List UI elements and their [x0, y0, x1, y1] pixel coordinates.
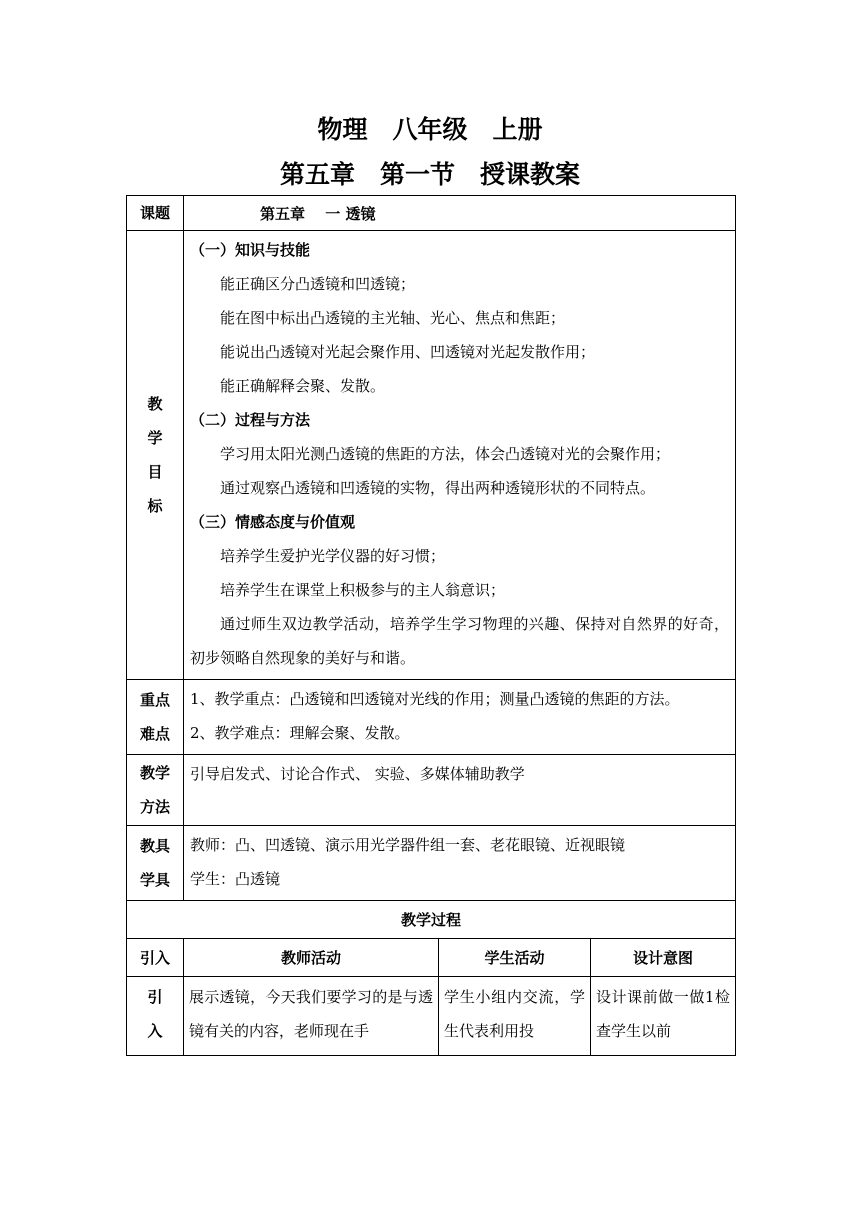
process-header-row	[127, 939, 736, 977]
objectives-label-char: 标	[147, 497, 163, 515]
tools-label	[127, 826, 184, 901]
method-label-line: 教学	[139, 764, 170, 782]
process-design-intent: 设计课前做一做1检查学生以前	[596, 988, 731, 1040]
objective-item: 通过师生双边教学活动，培养学生学习物理的兴趣、保持对自然界的好奇，初步领略自然现象的美好与和谐。	[190, 615, 730, 667]
process-stage-char: 引	[147, 988, 163, 1006]
process-header-student: 学生活动	[439, 939, 591, 977]
process-title: 教学过程	[127, 901, 736, 939]
process-header-intent: 设计意图	[591, 939, 736, 977]
process-header-teacher: 教师活动	[184, 939, 439, 977]
objective-section-title: （一）知识与技能	[190, 241, 311, 259]
objective-item: 能在图中标出凸透镜的主光轴、光心、焦点和焦距；	[220, 309, 566, 327]
method-row	[127, 755, 736, 826]
method-value: 引导启发式、讨论合作式、 实验、多媒体辅助教学	[190, 765, 525, 783]
process-stage	[127, 977, 184, 1056]
objective-item: 能正确区分凸透镜和凹透镜；	[220, 275, 416, 293]
key-points-label-line: 难点	[139, 725, 170, 743]
tools-label-line: 教具	[139, 837, 170, 855]
method-label-line: 方法	[139, 798, 170, 816]
method-label	[127, 755, 184, 826]
process-teacher-activity: 展示透镜，今天我们要学习的是与透镜有关的内容，老师现在手	[189, 988, 433, 1040]
objective-item: 通过观察凸透镜和凹透镜的实物，得出两种透镜形状的不同特点。	[220, 479, 656, 497]
process-student-cell	[439, 977, 591, 1056]
process-stage-char: 入	[147, 1022, 163, 1040]
method-content	[184, 755, 736, 826]
key-point-item: 1、教学重点：凸透镜和凹透镜对光线的作用；测量凸透镜的焦距的方法。	[190, 690, 680, 708]
tools-row	[127, 826, 736, 901]
tools-item: 教师：凸、凹透镜、演示用光学器件组一套、老花眼镜、近视眼镜	[190, 836, 626, 854]
process-header-stage: 引入	[127, 939, 184, 977]
process-student-activity: 学生小组内交流，学生代表利用投	[444, 988, 585, 1040]
process-title-row	[127, 901, 736, 939]
objectives-label-char: 教	[147, 395, 163, 413]
objectives-label	[127, 231, 184, 680]
tools-content	[184, 826, 736, 901]
objective-item: 能说出凸透镜对光起会聚作用、凹透镜对光起发散作用；	[220, 343, 596, 361]
topic-row	[127, 196, 736, 231]
objective-item: 学习用太阳光测凸透镜的焦距的方法，体会凸透镜对光的会聚作用；	[220, 445, 671, 463]
objectives-label-char: 学	[147, 429, 163, 447]
key-points-label-line: 重点	[139, 691, 170, 709]
topic-label: 课题	[127, 196, 184, 231]
tools-item: 学生：凸透镜	[190, 870, 281, 888]
objectives-row	[127, 231, 736, 680]
topic-value: 第五章 一 透镜	[184, 196, 736, 231]
process-teacher-cell	[184, 977, 439, 1056]
objective-section-title: （三）情感态度与价值观	[190, 513, 356, 531]
objective-item: 培养学生在课堂上积极参与的主人翁意识；	[220, 581, 506, 599]
key-points-label	[127, 680, 184, 755]
objective-item: 培养学生爱护光学仪器的好习惯；	[220, 547, 446, 565]
objectives-content	[184, 231, 736, 680]
lesson-plan-table	[126, 195, 736, 1056]
doc-title-line2: 第五章 第一节 授课教案	[279, 160, 580, 189]
objective-section-title: （二）过程与方法	[190, 411, 311, 429]
objective-item: 能正确解释会聚、发散。	[220, 377, 386, 395]
process-row	[127, 977, 736, 1056]
process-intent-cell	[591, 977, 736, 1056]
key-point-item: 2、教学难点：理解会聚、发散。	[190, 724, 410, 742]
key-points-content	[184, 680, 736, 755]
doc-title-line1: 物理 八年级 上册	[317, 115, 543, 144]
objectives-label-char: 目	[147, 463, 163, 481]
tools-label-line: 学具	[139, 871, 170, 889]
key-points-row	[127, 680, 736, 755]
